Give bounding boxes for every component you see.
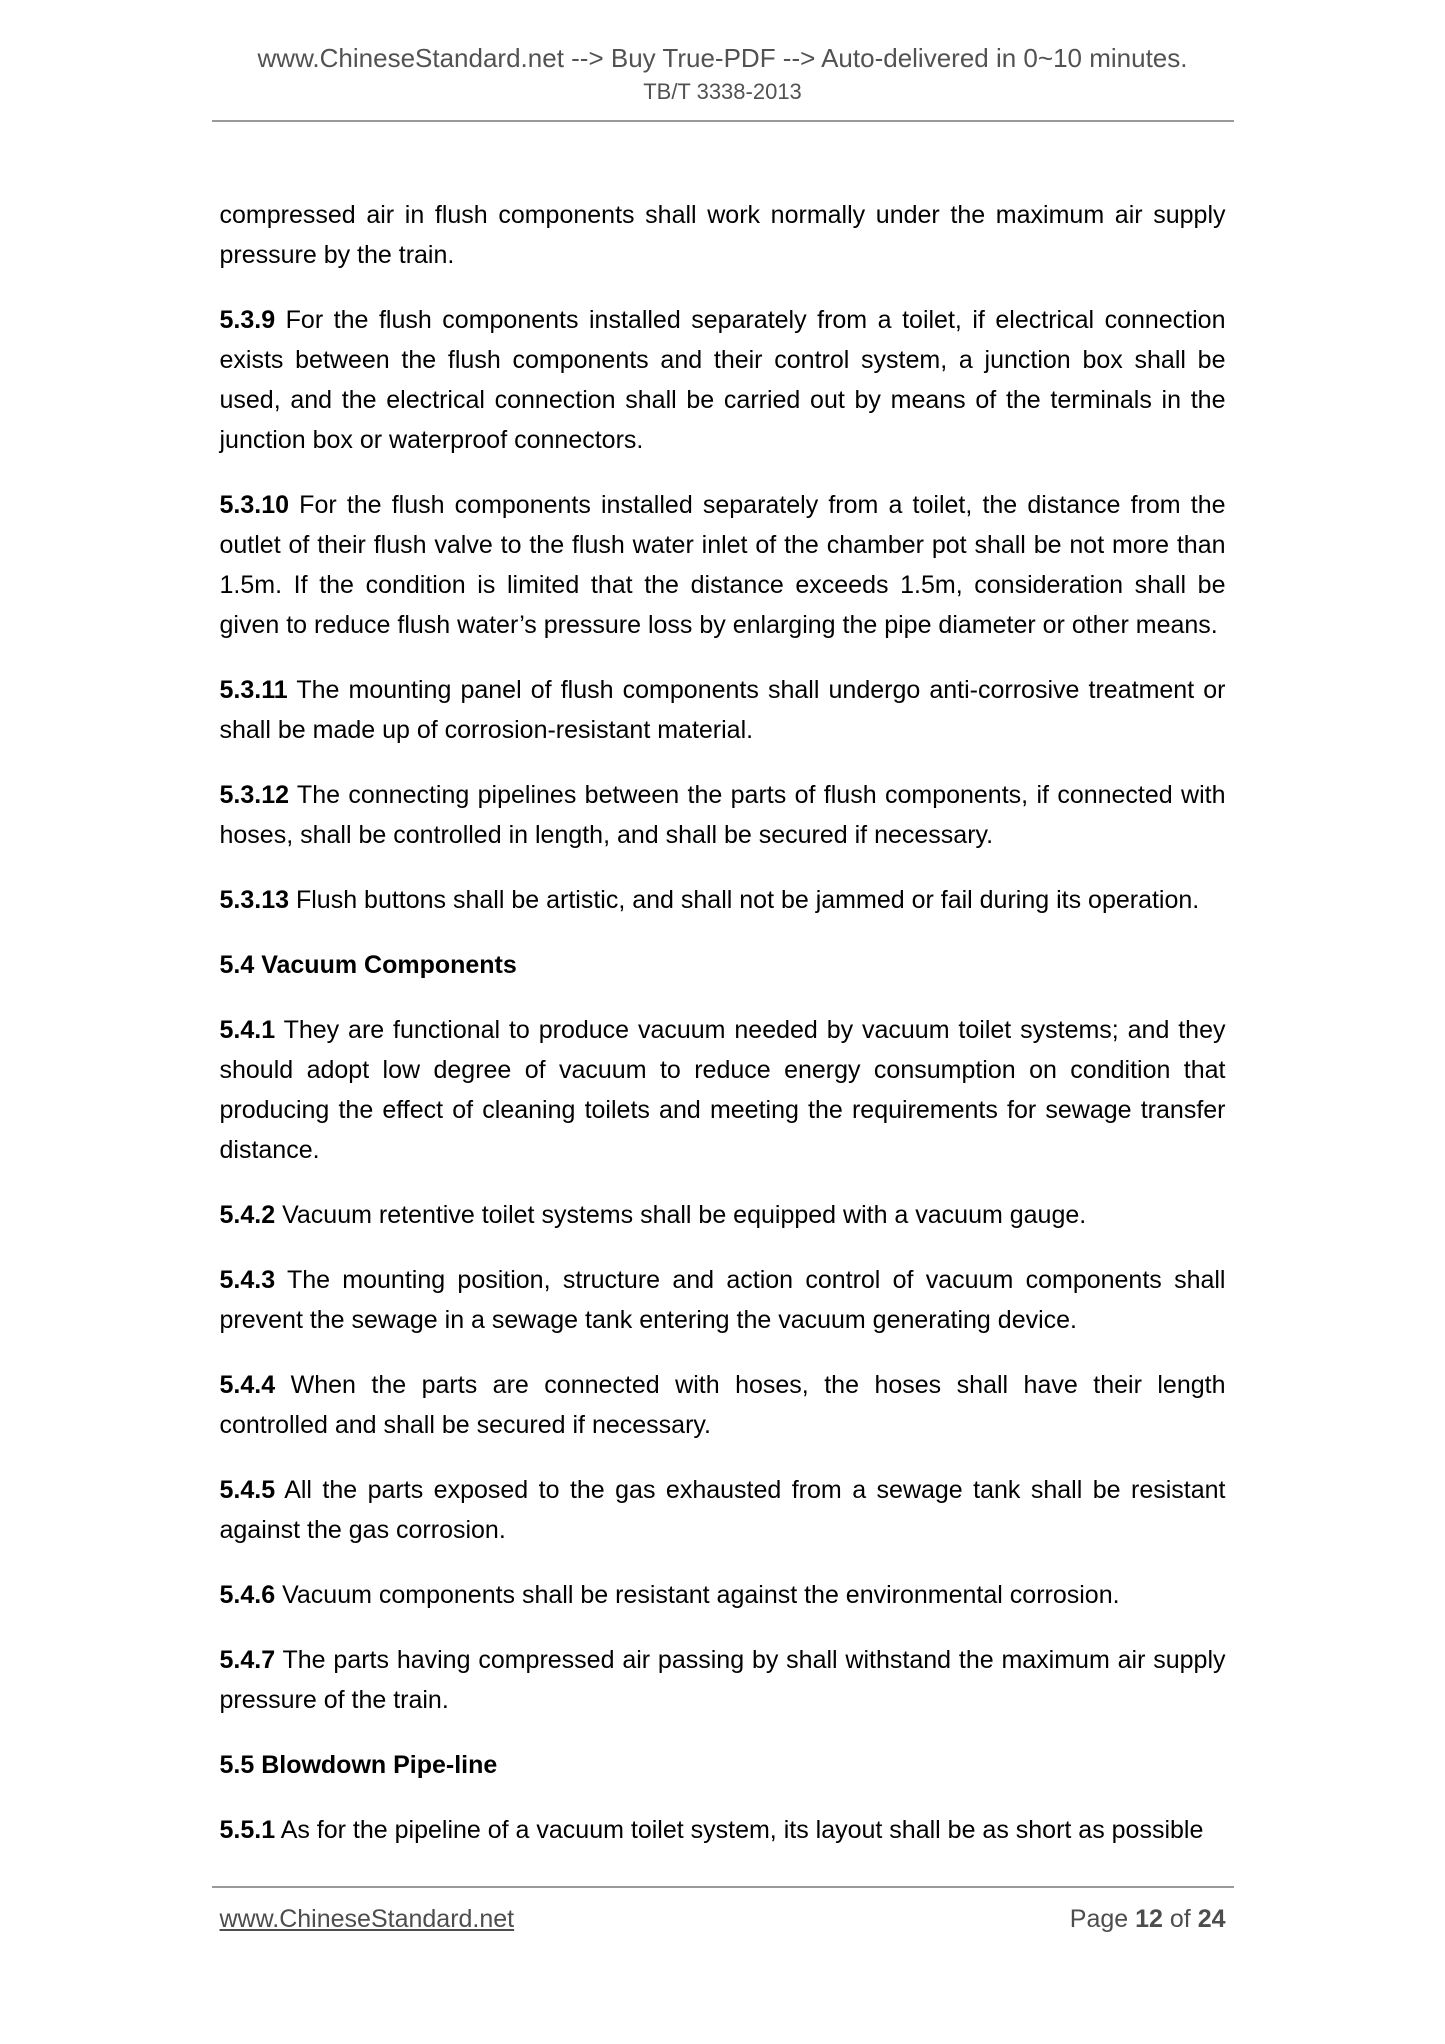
paragraph bbox=[220, 1260, 1226, 1340]
paragraph bbox=[220, 1010, 1226, 1170]
header-divider bbox=[212, 120, 1234, 122]
paragraph-text: They are functional to produce vacuum needed by vacuum toilet systems; and they should adopt low degree of vacuum to reduce energy consumption on condition that producing the effect of cleaning toilets and meeting the requirements for sewage transfer distance. bbox=[219, 1016, 1226, 1164]
clause-number: 5.3.9 bbox=[219, 306, 276, 334]
paragraph-text: The parts having compressed air passing by shall withstand the maximum air supply pressure of the train. bbox=[219, 1646, 1226, 1714]
section-heading: 5.5 Blowdown Pipe-line bbox=[219, 1751, 498, 1779]
clause-number: 5.3.11 bbox=[219, 676, 288, 704]
paragraph bbox=[220, 1810, 1226, 1850]
paragraph-text: The mounting panel of flush components shall undergo anti-corrosive treatment or shall be made up of corrosion-resistant material. bbox=[219, 676, 1226, 744]
paragraph-text: When the parts are connected with hoses, the hoses shall have their length controlled and shall be secured if necessary. bbox=[219, 1371, 1226, 1439]
clause-number: 5.4.3 bbox=[219, 1266, 276, 1294]
clause-number: 5.3.12 bbox=[219, 781, 290, 809]
clause-number: 5.5.1 bbox=[219, 1816, 276, 1844]
clause-number: 5.4.7 bbox=[219, 1646, 276, 1674]
paragraph bbox=[220, 1195, 1226, 1235]
paragraph-text: For the flush components installed separately from a toilet, if electrical connection exists between the flush components and their control system, a junction box shall be used, and the electrical connection shall be carried out by means of the terminals in the junction box or waterproof connectors. bbox=[219, 306, 1226, 454]
paragraph bbox=[220, 1575, 1226, 1615]
page-current: 12 bbox=[1135, 1905, 1163, 1933]
paragraph bbox=[220, 1365, 1226, 1445]
clause-number: 5.4.6 bbox=[219, 1581, 276, 1609]
paragraph bbox=[220, 195, 1226, 275]
clause-number: 5.3.13 bbox=[219, 886, 290, 914]
clause-number: 5.4.5 bbox=[219, 1476, 276, 1504]
paragraph bbox=[220, 485, 1226, 645]
paragraph-text: All the parts exposed to the gas exhausted from a sewage tank shall be resistant against the gas corrosion. bbox=[219, 1476, 1226, 1544]
clause-number: 5.4.2 bbox=[219, 1201, 276, 1229]
of-label: of bbox=[1169, 1905, 1191, 1933]
page-number bbox=[1070, 1902, 1226, 1936]
paragraph-text: The mounting position, structure and action control of vacuum components shall prevent the sewage in a sewage tank entering the vacuum generating device. bbox=[219, 1266, 1226, 1334]
footer-divider bbox=[212, 1886, 1234, 1888]
paragraph bbox=[220, 670, 1226, 750]
paragraph bbox=[220, 300, 1226, 460]
paragraph-text: As for the pipeline of a vacuum toilet system, its layout shall be as short as possible bbox=[280, 1816, 1204, 1844]
paragraph bbox=[220, 1470, 1226, 1550]
paragraph bbox=[220, 880, 1226, 920]
paragraph-text: The connecting pipelines between the parts of flush components, if connected with hoses, shall be controlled in length, and shall be secured if necessary. bbox=[219, 781, 1226, 849]
paragraph-text: For the flush components installed separately from a toilet, the distance from the outlet of their flush valve to the flush water inlet of the chamber pot shall be not more than 1.5m. If the condition is limited that the distance exceeds 1.5m, consideration shall be given to reduce flush water’s pressure loss by enlarging the pipe diameter or other means. bbox=[219, 491, 1226, 639]
paragraph bbox=[220, 1640, 1226, 1720]
page-header bbox=[0, 0, 1445, 122]
page-label: Page bbox=[1069, 1905, 1129, 1933]
header-url-line: www.ChineseStandard.net --> Buy True-PDF --> Auto-delivered in 0~10 minutes. bbox=[257, 43, 1188, 73]
paragraph-text: Vacuum components shall be resistant against the environmental corrosion. bbox=[282, 1581, 1120, 1609]
paragraph bbox=[220, 775, 1226, 855]
clause-number: 5.4.4 bbox=[219, 1371, 276, 1399]
paragraph-text: compressed air in flush components shall work normally under the maximum air supply pressure by the train. bbox=[219, 201, 1226, 269]
clause-number: 5.3.10 bbox=[219, 491, 290, 519]
document-body bbox=[220, 195, 1226, 1850]
footer-row bbox=[220, 1902, 1226, 1936]
section-heading: 5.4 Vacuum Components bbox=[219, 951, 517, 979]
paragraph-text: Vacuum retentive toilet systems shall be equipped with a vacuum gauge. bbox=[282, 1201, 1087, 1229]
page-footer bbox=[0, 1886, 1445, 1936]
doc-number: TB/T 3338-2013 bbox=[643, 79, 802, 104]
page-total: 24 bbox=[1197, 1905, 1226, 1933]
clause-number: 5.4.1 bbox=[219, 1016, 276, 1044]
site-link[interactable]: www.ChineseStandard.net bbox=[219, 1905, 515, 1933]
paragraph-text: Flush buttons shall be artistic, and shall not be jammed or fail during its operation. bbox=[295, 886, 1200, 914]
